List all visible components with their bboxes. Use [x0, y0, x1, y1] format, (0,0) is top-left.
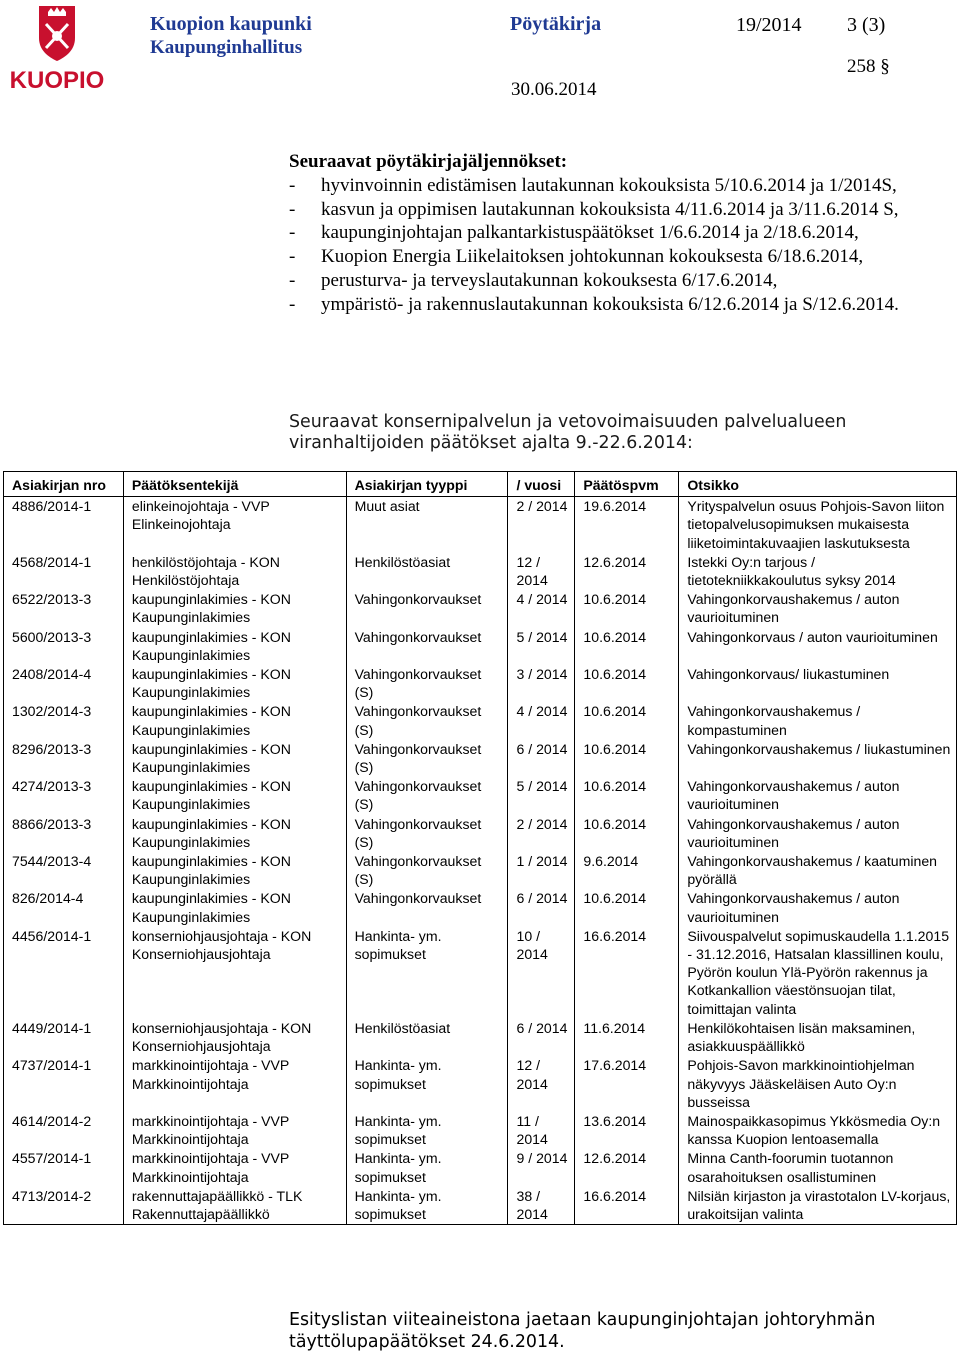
cell-decision-maker: rakennuttajapäällikkö - TLK Rakennuttajapäällikkö: [123, 1187, 346, 1225]
cell-year: 6 / 2014: [508, 740, 575, 777]
cell-title: Vahingonkorvaus / auton vaurioituminen: [679, 628, 957, 665]
cell-decision-maker: kaupunginlakimies - KON Kaupunginlakimies: [123, 889, 346, 926]
cell-document-type: Hankinta- ym. sopimukset: [346, 1056, 508, 1112]
svg-text:KUOPIO: KUOPIO: [9, 67, 105, 94]
cell-document-type: Vahingonkorvaukset (S): [346, 852, 508, 889]
protocol-copies-section: [289, 150, 949, 317]
cell-decision-date: 12.6.2014: [575, 553, 679, 590]
cell-year: 12 / 2014: [508, 553, 575, 590]
board-name: Kaupunginhallitus: [150, 37, 303, 58]
cell-document-type: Vahingonkorvaukset (S): [346, 665, 508, 702]
cell-document-type: Vahingonkorvaukset (S): [346, 702, 508, 739]
cell-document-number: 4557/2014-1: [4, 1149, 124, 1186]
document-number: 19/2014: [736, 14, 802, 36]
cell-document-number: 4449/2014-1: [4, 1019, 124, 1056]
col-header-decision-date: Päätöspvm: [575, 472, 679, 497]
cell-decision-maker: kaupunginlakimies - KON Kaupunginlakimies: [123, 740, 346, 777]
cell-decision-maker: elinkeinojohtaja - VVP Elinkeinojohtaja: [123, 497, 346, 553]
cell-year: 11 / 2014: [508, 1112, 575, 1149]
col-header-document-number: Asiakirjan nro: [4, 472, 124, 497]
cell-title: Henkilökohtaisen lisän maksaminen, asiakkuuspäällikkö: [679, 1019, 957, 1056]
cell-year: 12 / 2014: [508, 1056, 575, 1112]
cell-title: Istekki Oy:n tarjous / tietotekniikkakoulutus syksy 2014: [679, 553, 957, 590]
cell-decision-date: 10.6.2014: [575, 889, 679, 926]
decisions-table: [3, 471, 957, 1225]
table-row: [4, 590, 957, 627]
cell-document-type: Vahingonkorvaukset: [346, 628, 508, 665]
col-header-document-type: Asiakirjan tyyppi: [346, 472, 508, 497]
cell-document-type: Hankinta- ym. sopimukset: [346, 927, 508, 1019]
cell-document-number: 4614/2014-2: [4, 1112, 124, 1149]
protocol-item: - kasvun ja oppimisen lautakunnan kokouksista 4/11.6.2014 ja 3/11.6.2014 S,: [289, 198, 899, 220]
cell-title: Vahingonkorvaushakemus / auton vaurioituminen: [679, 889, 957, 926]
cell-decision-maker: kaupunginlakimies - KON Kaupunginlakimies: [123, 777, 346, 814]
protocol-item: - ympäristö- ja rakennuslautakunnan kokouksista 6/12.6.2014 ja S/12.6.2014.: [289, 293, 899, 315]
cell-title: Vahingonkorvaushakemus / auton vaurioituminen: [679, 777, 957, 814]
kuopio-logo: [8, 4, 106, 96]
section-number: 258 §: [847, 56, 890, 77]
table-row: [4, 497, 957, 553]
cell-year: 5 / 2014: [508, 777, 575, 814]
cell-year: 5 / 2014: [508, 628, 575, 665]
cell-document-type: Hankinta- ym. sopimukset: [346, 1187, 508, 1225]
protocol-item: - perusturva- ja terveyslautakunnan kokouksesta 6/17.6.2014,: [289, 269, 778, 291]
cell-document-number: 4737/2014-1: [4, 1056, 124, 1112]
cell-decision-date: 17.6.2014: [575, 1056, 679, 1112]
col-header-decision-maker: Päätöksentekijä: [123, 472, 346, 497]
cell-title: Vahingonkorvaus/ liukastuminen: [679, 665, 957, 702]
cell-decision-date: 10.6.2014: [575, 777, 679, 814]
cell-decision-maker: kaupunginlakimies - KON Kaupunginlakimies: [123, 815, 346, 852]
cell-decision-maker: kaupunginlakimies - KON Kaupunginlakimies: [123, 665, 346, 702]
cell-decision-date: 10.6.2014: [575, 590, 679, 627]
cell-decision-date: 19.6.2014: [575, 497, 679, 553]
cell-title: Vahingonkorvaushakemus / auton vaurioituminen: [679, 815, 957, 852]
cell-document-type: Muut asiat: [346, 497, 508, 553]
cell-decision-date: 10.6.2014: [575, 702, 679, 739]
cell-decision-date: 10.6.2014: [575, 815, 679, 852]
cell-document-type: Vahingonkorvaukset: [346, 590, 508, 627]
cell-document-type: Vahingonkorvaukset: [346, 889, 508, 926]
cell-year: 3 / 2014: [508, 665, 575, 702]
col-header-year: / vuosi: [508, 472, 575, 497]
table-row: [4, 702, 957, 739]
cell-decision-maker: henkilöstöjohtaja - KON Henkilöstöjohtaja: [123, 553, 346, 590]
document-type: Pöytäkirja: [510, 13, 602, 35]
cell-title: Vahingonkorvaushakemus / auton vaurioituminen: [679, 590, 957, 627]
cell-decision-maker: markkinointijohtaja - VVP Markkinointijohtaja: [123, 1112, 346, 1149]
cell-decision-date: 10.6.2014: [575, 628, 679, 665]
cell-year: 2 / 2014: [508, 815, 575, 852]
cell-document-number: 2408/2014-4: [4, 665, 124, 702]
organization-name: Kuopion kaupunki: [150, 13, 312, 35]
protocol-copies-title: Seuraavat pöytäkirjajäljennökset:: [289, 151, 568, 172]
table-row: [4, 1149, 957, 1186]
table-row: [4, 927, 957, 1019]
table-row: [4, 1019, 957, 1056]
table-row: [4, 1056, 957, 1112]
decisions-intro: Seuraavat konsernipalvelun ja vetovoimaisuuden palvelualueen viranhaltijoiden päätökset ajalta 9.-22.6.2014:: [289, 412, 847, 453]
protocol-item: - kaupunginjohtajan palkantarkistuspäätökset 1/6.6.2014 ja 2/18.6.2014,: [289, 222, 859, 244]
page-number: 3 (3): [847, 14, 886, 36]
protocol-item: - hyvinvoinnin edistämisen lautakunnan kokouksista 5/10.6.2014 ja 1/2014S,: [289, 174, 897, 196]
cell-document-number: 6522/2013-3: [4, 590, 124, 627]
cell-title: Pohjois-Savon markkinointiohjelman näkyvyys Jääskeläisen Auto Oy:n busseissa: [679, 1056, 957, 1112]
protocol-item: - Kuopion Energia Liikelaitoksen johtokunnan kokouksesta 6/18.6.2014,: [289, 246, 864, 268]
cell-year: 4 / 2014: [508, 702, 575, 739]
cell-year: 1 / 2014: [508, 852, 575, 889]
cell-decision-maker: kaupunginlakimies - KON Kaupunginlakimies: [123, 852, 346, 889]
cell-document-type: Henkilöstöasiat: [346, 553, 508, 590]
table-row: [4, 889, 957, 926]
cell-document-number: 4568/2014-1: [4, 553, 124, 590]
col-header-title: Otsikko: [679, 472, 957, 497]
cell-title: Nilsiän kirjaston ja virastotalon LV-korjaus, urakoitsijan valinta: [679, 1187, 957, 1225]
cell-year: 2 / 2014: [508, 497, 575, 553]
cell-document-number: 826/2014-4: [4, 889, 124, 926]
table-row: [4, 777, 957, 814]
cell-document-type: Henkilöstöasiat: [346, 1019, 508, 1056]
cell-year: 6 / 2014: [508, 889, 575, 926]
cell-document-number: 5600/2013-3: [4, 628, 124, 665]
cell-title: Vahingonkorvaushakemus / kaatuminen pyörällä: [679, 852, 957, 889]
cell-decision-date: 9.6.2014: [575, 852, 679, 889]
cell-title: Mainospaikkasopimus Ykkösmedia Oy:n kanssa Kuopion lentoasemalla: [679, 1112, 957, 1149]
cell-document-number: 8296/2013-3: [4, 740, 124, 777]
cell-document-type: Vahingonkorvaukset (S): [346, 740, 508, 777]
meeting-date: 30.06.2014: [511, 79, 597, 100]
cell-document-number: 4274/2013-3: [4, 777, 124, 814]
cell-title: Vahingonkorvaushakemus / kompastuminen: [679, 702, 957, 739]
cell-decision-date: 10.6.2014: [575, 665, 679, 702]
cell-document-number: 8866/2013-3: [4, 815, 124, 852]
table-row: [4, 1112, 957, 1149]
table-row: [4, 815, 957, 852]
cell-decision-date: 13.6.2014: [575, 1112, 679, 1149]
cell-year: 6 / 2014: [508, 1019, 575, 1056]
cell-decision-maker: konserniohjausjohtaja - KON Konserniohjausjohtaja: [123, 1019, 346, 1056]
cell-title: Vahingonkorvaushakemus / liukastuminen: [679, 740, 957, 777]
cell-year: 38 / 2014: [508, 1187, 575, 1225]
cell-decision-maker: konserniohjausjohtaja - KON Konserniohjausjohtaja: [123, 927, 346, 1019]
table-row: [4, 1187, 957, 1225]
cell-title: Minna Canth-foorumin tuotannon osarahoituksen osallistuminen: [679, 1149, 957, 1186]
cell-decision-date: 16.6.2014: [575, 927, 679, 1019]
cell-decision-date: 10.6.2014: [575, 740, 679, 777]
cell-year: 10 / 2014: [508, 927, 575, 1019]
table-row: [4, 553, 957, 590]
table-row: [4, 665, 957, 702]
cell-title: Siivouspalvelut sopimuskaudella 1.1.2015 - 31.12.2016, Hatsalan klassillinen koulu, Pyörön koulun Ylä-Pyörön rakennus ja Kotkankallion väestönsuojan tilat, toimittajan valinta: [679, 927, 957, 1019]
cell-decision-maker: kaupunginlakimies - KON Kaupunginlakimies: [123, 702, 346, 739]
cell-document-type: Hankinta- ym. sopimukset: [346, 1112, 508, 1149]
cell-decision-date: 11.6.2014: [575, 1019, 679, 1056]
table-header-row: [4, 472, 957, 497]
cell-year: 9 / 2014: [508, 1149, 575, 1186]
cell-decision-maker: kaupunginlakimies - KON Kaupunginlakimies: [123, 628, 346, 665]
cell-year: 4 / 2014: [508, 590, 575, 627]
cell-document-type: Hankinta- ym. sopimukset: [346, 1149, 508, 1186]
cell-document-type: Vahingonkorvaukset (S): [346, 777, 508, 814]
table-row: [4, 852, 957, 889]
cell-document-number: 4713/2014-2: [4, 1187, 124, 1225]
cell-document-number: 4456/2014-1: [4, 927, 124, 1019]
footer-note: Esityslistan viiteaineistona jaetaan kaupunginjohtajan johtoryhmän täyttölupapäätökset 24.6.2014.: [289, 1310, 876, 1352]
cell-decision-maker: markkinointijohtaja - VVP Markkinointijohtaja: [123, 1149, 346, 1186]
cell-decision-date: 16.6.2014: [575, 1187, 679, 1225]
cell-decision-maker: kaupunginlakimies - KON Kaupunginlakimies: [123, 590, 346, 627]
cell-decision-date: 12.6.2014: [575, 1149, 679, 1186]
table-row: [4, 628, 957, 665]
cell-document-number: 1302/2014-3: [4, 702, 124, 739]
table-row: [4, 740, 957, 777]
cell-document-number: 7544/2013-4: [4, 852, 124, 889]
cell-document-type: Vahingonkorvaukset (S): [346, 815, 508, 852]
cell-document-number: 4886/2014-1: [4, 497, 124, 553]
cell-decision-maker: markkinointijohtaja - VVP Markkinointijohtaja: [123, 1056, 346, 1112]
cell-title: Yrityspalvelun osuus Pohjois-Savon liiton tietopalvelusopimuksen mukaisesta liiketoimintakuvaajien laskutuksesta: [679, 497, 957, 553]
